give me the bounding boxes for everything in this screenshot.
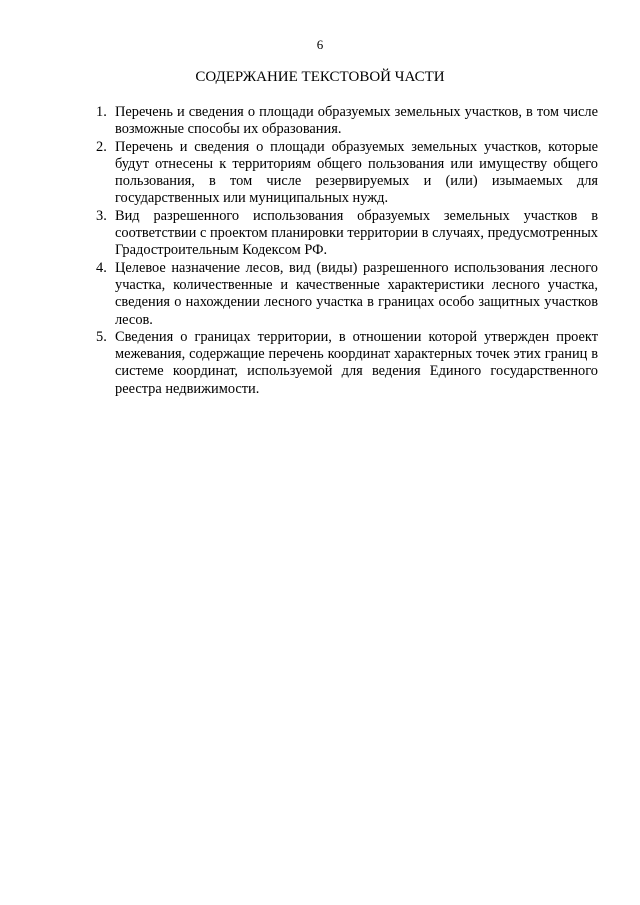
item-number: 2. [96,138,107,155]
item-number: 1. [96,104,107,120]
list-item [96,139,598,208]
page-number: 6 [316,37,324,52]
list-item [96,260,598,329]
item-text: Целевое назначение лесов, вид (виды) разрешенного использования лесного участка, количественные и качественные характеристики лесного участка, сведения о нахождении лесного участка в границах особо защитных участков лесов. [115,259,598,328]
item-number: 5. [96,328,107,345]
item-number: 3. [96,207,107,224]
list-item [96,104,598,139]
item-text: Вид разрешенного использования образуемых земельных участков в соответствии с проектом планировки территории в случаях, предусмотренных Градостроительным Кодексом РФ. [115,207,598,259]
item-text: Перечень и сведения о площади образуемых земельных участков, в том числе возможные способы их образования. [115,104,598,138]
list-item [96,208,598,260]
item-text: Сведения о границах территории, в отношении которой утвержден проект межевания, содержащие перечень координат характерных точек этих границ в системе координат, используемой для ведения Единого государственного реестра недвижимости. [115,328,598,397]
list-item [96,329,598,398]
item-text: Перечень и сведения о площади образуемых земельных участков, которые будут отнесены к территориям общего пользования или имуществу общего пользования, в том числе резервируемых и (или) изымаемых для государственных или муниципальных нужд. [115,138,598,207]
item-number: 4. [96,259,107,276]
page-title: СОДЕРЖАНИЕ ТЕКСТОВОЙ ЧАСТИ [195,69,445,85]
contents-list [96,104,598,398]
